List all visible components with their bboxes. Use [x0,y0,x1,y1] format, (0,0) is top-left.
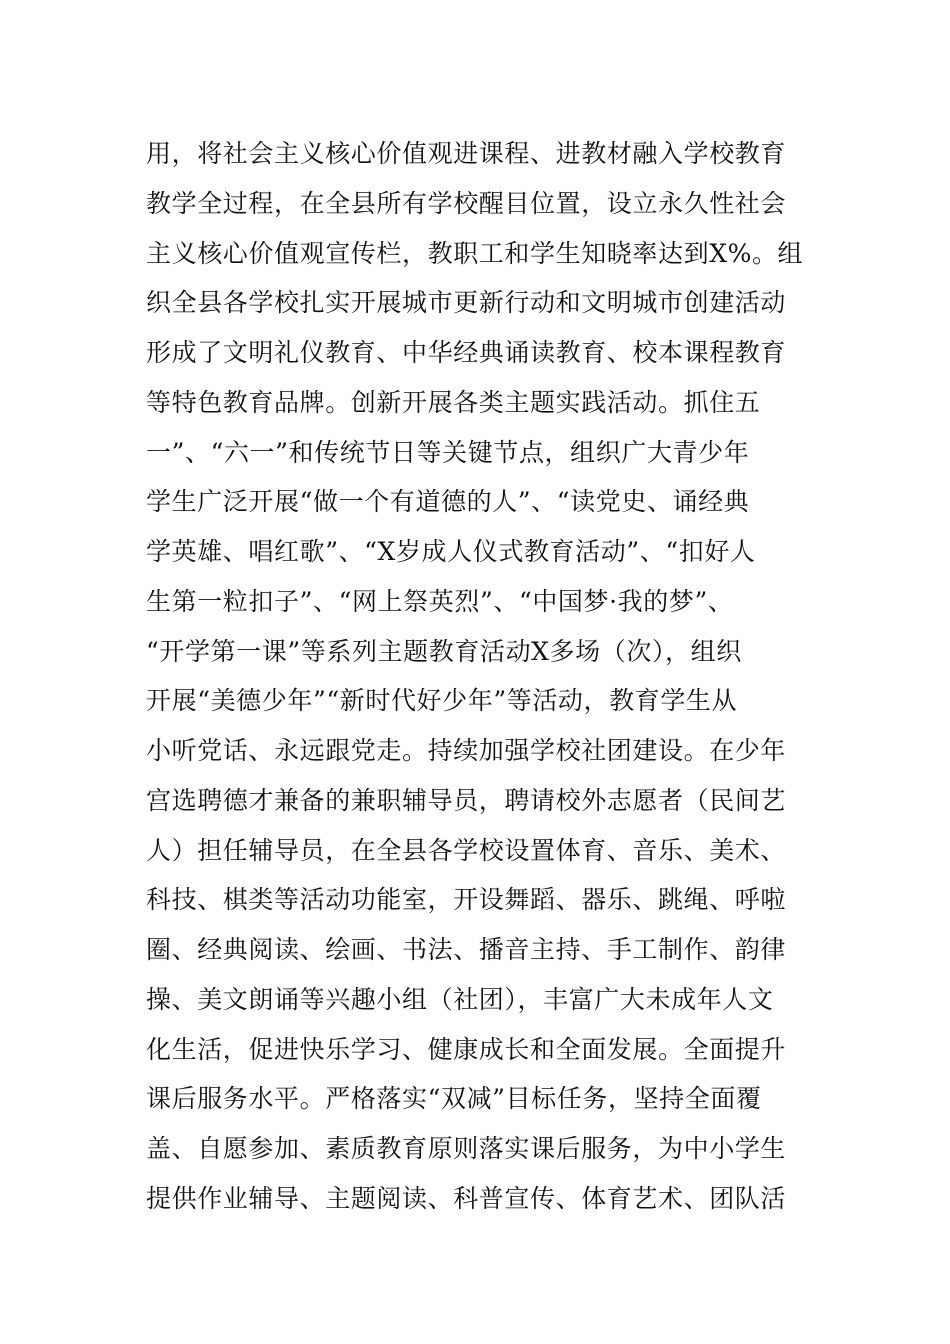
text-line: 课后服务水平。严格落实“双减”目标任务，坚持全面覆 [146,1084,762,1114]
text-line: 开展“美德少年”“新时代好少年”等活动，教育学生从 [146,686,738,716]
text-line: 操、美文朗诵等兴趣小组（社团），丰富广大未成年人文 [146,984,774,1014]
text-line: 学英雄、唱红歌”、“X岁成人仪式教育活动”、“扣好人 [146,537,756,566]
text-line: “开学第一课”等系列主题教育活动X多场（次），组织 [146,636,742,666]
text-line: 织全县各学校扎实开展城市更新行动和文明城市创建活动 [146,288,787,318]
text-line: 人）担任辅导员，在全县各学校设置体育、音乐、美术、 [146,835,787,865]
text-line: 学生广泛开展“做一个有道德的人”、“读党史、诵经典 [146,487,750,517]
text-line: 生第一粒扣子”、“网上祭英烈”、“中国梦·我的梦”、 [146,586,734,616]
text-line: 科技、棋类等活动功能室，开设舞蹈、器乐、跳绳、呼啦 [146,885,787,915]
text-line: 盖、自愿参加、素质教育原则落实课后服务，为中小学生 [146,1134,787,1163]
body-paragraph [146,129,816,1224]
text-line: 小听党话、永远跟党走。持续加强学校社团建设。在少年 [146,736,787,765]
text-line: 用，将社会主义核心价值观进课程、进教材融入学校教育 [146,139,787,168]
text-line: 形成了文明礼仪教育、中华经典诵读教育、校本课程教育 [146,338,787,367]
text-line: 教学全过程，在全县所有学校醒目位置，设立永久性社会 [146,188,787,218]
text-line: 一”、“六一”和传统节日等关键节点，组织广大青少年 [146,437,750,467]
text-line: 化生活，促进快乐学习、健康成长和全面发展。全面提升 [146,1034,787,1064]
text-line: 宫选聘德才兼备的兼职辅导员，聘请校外志愿者（民间艺 [146,785,787,815]
text-line: 等特色教育品牌。创新开展各类主题实践活动。抓住五 [146,387,761,417]
text-line: 提供作业辅导、主题阅读、科普宣传、体育艺术、团队活 [146,1183,787,1213]
text-line: 主义核心价值观宣传栏，教职工和学生知晓率达到X%。组 [146,238,804,268]
text-line: 圈、经典阅读、绘画、书法、播音主持、手工制作、韵律 [146,935,787,964]
